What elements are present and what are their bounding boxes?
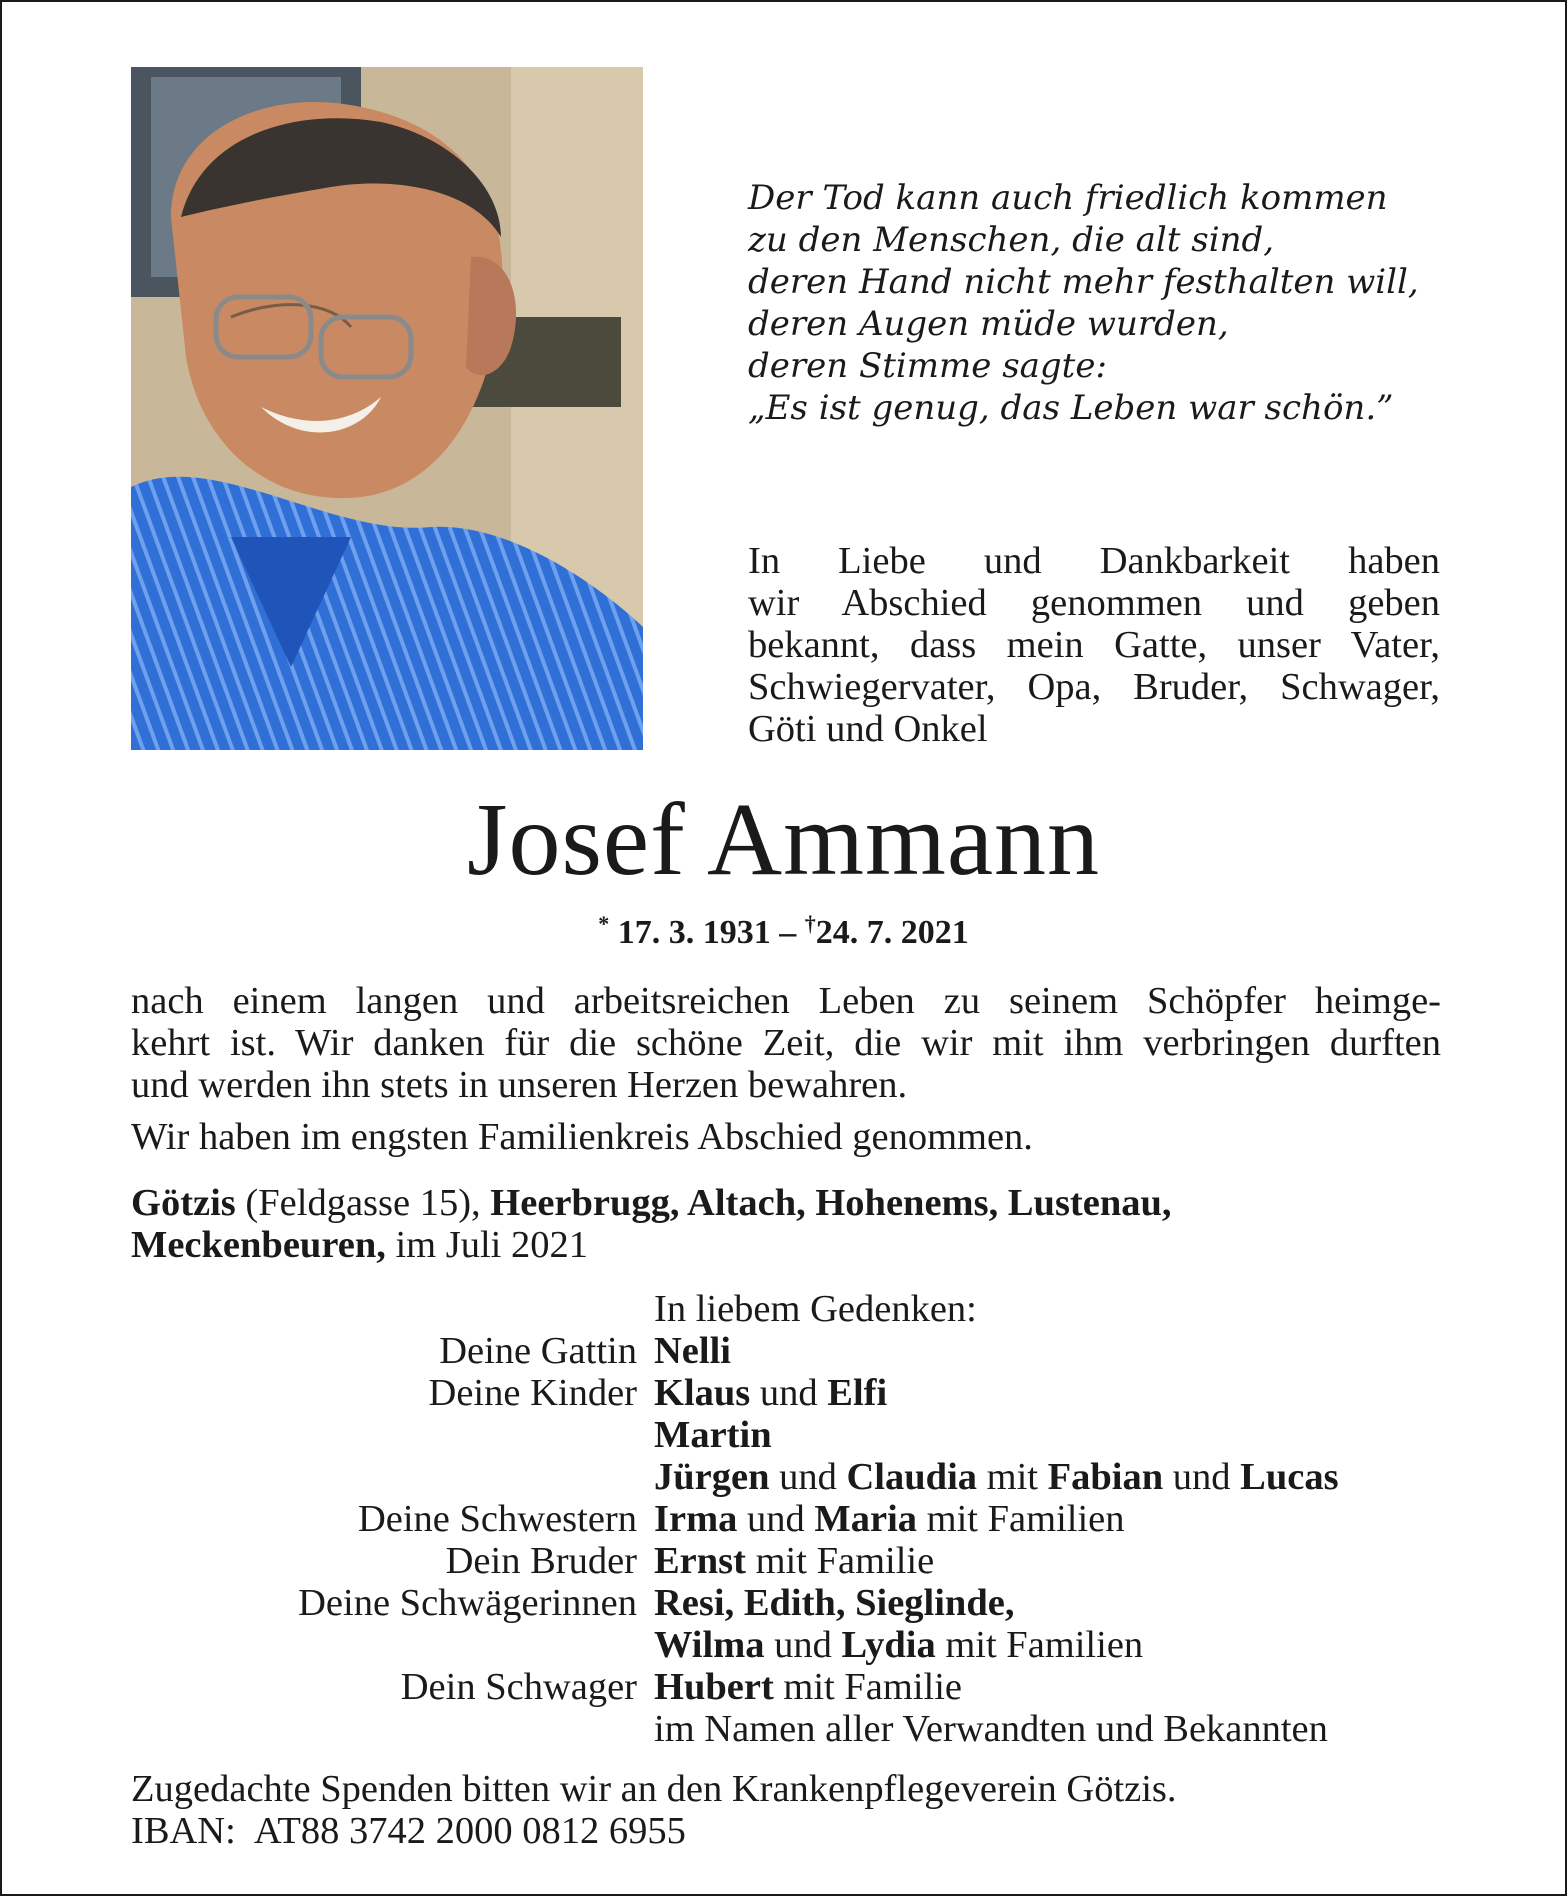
mourner-row [131, 1372, 1441, 1414]
places-line-2 [131, 1224, 1441, 1266]
mourner-names [654, 1540, 1441, 1582]
mourner-names [654, 1372, 1441, 1414]
death-symbol: † [804, 911, 816, 936]
mourner-name: Lucas [1240, 1456, 1339, 1498]
mourner-row [131, 1456, 1441, 1498]
iban-line [131, 1810, 1441, 1852]
town: Götzis [131, 1182, 236, 1224]
conjunction: mit [986, 1456, 1038, 1498]
farewell-note: Wir haben im engsten Familienkreis Abschied genommen. [131, 1116, 1033, 1158]
mourner-row [131, 1540, 1441, 1582]
mourner-names [654, 1498, 1441, 1540]
mourner-row [131, 1582, 1441, 1624]
poem-line: deren Hand nicht mehr festhalten will, [748, 262, 1419, 302]
mourner-name: Wilma [654, 1624, 765, 1666]
mourner-row [131, 1666, 1441, 1708]
birth-symbol: * [598, 911, 610, 936]
body-text [131, 980, 1441, 1158]
closing-line: im Namen aller Verwandten und Bekannten [654, 1708, 1328, 1750]
poem-line: deren Stimme sagte: [748, 346, 1107, 386]
conjunction: mit Familie [783, 1666, 962, 1708]
mourner-names [654, 1414, 1441, 1456]
intro-text [748, 540, 1440, 750]
mourner-row [131, 1330, 1441, 1372]
relation-label: Deine Gattin [439, 1330, 637, 1372]
mourner-name: Hubert [654, 1666, 774, 1708]
iban-label: IBAN: [131, 1810, 236, 1852]
portrait-photo [131, 67, 643, 750]
mourner-names [654, 1582, 1441, 1624]
mourner-row [131, 1708, 1441, 1750]
birth-date: 17. 3. 1931 [617, 914, 771, 951]
mourners-list [131, 1288, 1441, 1750]
iban-number: AT88 3742 2000 0812 6955 [253, 1810, 686, 1852]
conjunction: mit Familien [926, 1498, 1125, 1540]
poem-line: zu den Menschen, die alt sind, [748, 220, 1275, 260]
places-line-1 [131, 1182, 1441, 1224]
mourner-name: Claudia [846, 1456, 978, 1498]
donation-text: Zugedachte Spenden bitten wir an den Krankenpflegeverein Götzis. [131, 1768, 1177, 1810]
mourner-row [131, 1414, 1441, 1456]
portrait-illustration [131, 67, 643, 750]
mourner-names [654, 1624, 1441, 1666]
date-separator: – [779, 914, 797, 951]
donation-footer [131, 1768, 1441, 1852]
mourner-name: Klaus [654, 1372, 751, 1414]
mourner-name: Lydia [841, 1624, 936, 1666]
mourner-name: Irma [654, 1498, 738, 1540]
conjunction: und [779, 1456, 837, 1498]
intro-line: wir Abschied genommen und geben [748, 582, 1440, 624]
poem [748, 177, 1448, 429]
mourner-name: Ernst [654, 1540, 746, 1582]
mourner-name: Fabian [1047, 1456, 1164, 1498]
conjunction: und [1172, 1456, 1231, 1498]
mourner-name: Nelli [654, 1330, 731, 1372]
mourner-name: Maria [814, 1498, 918, 1540]
deceased-name: Josef Ammann [466, 782, 1101, 897]
poem-line: deren Augen müde wurden, [748, 304, 1229, 344]
intro-line: bekannt, dass mein Gatte, unser Vater, [748, 624, 1440, 666]
mourners-heading-row [131, 1288, 1441, 1330]
intro-line: In Liebe und Dankbarkeit haben [748, 540, 1440, 582]
life-dates [2, 904, 1565, 953]
conjunction: mit Familien [945, 1624, 1144, 1666]
relation-label: Dein Bruder [445, 1540, 637, 1582]
relation-label: Dein Schwager [400, 1666, 637, 1708]
town: Meckenbeuren, [131, 1224, 386, 1266]
conjunction: und [759, 1372, 818, 1414]
relation-label: Deine Schwestern [357, 1498, 637, 1540]
poem-line: Der Tod kann auch friedlich kommen [748, 178, 1388, 218]
mourner-names [654, 1456, 1441, 1498]
mourner-row [131, 1498, 1441, 1540]
intro-line: Göti und Onkel [748, 708, 988, 750]
mourner-name: Resi, Edith, Sieglinde, [654, 1582, 1015, 1624]
body-line: nach einem langen und arbeitsreichen Leben zu seinem Schöpfer heimge- [131, 980, 1441, 1022]
address: (Feldgasse 15), [245, 1182, 481, 1224]
mourner-name: Martin [654, 1414, 772, 1456]
conjunction: und [747, 1498, 805, 1540]
body-line: kehrt ist. Wir danken für die schöne Zeit, die wir mit ihm verbringen durften [131, 1022, 1441, 1064]
towns: Heerbrugg, Altach, Hohenems, Lustenau, [490, 1182, 1172, 1224]
mourner-name: Jürgen [654, 1456, 770, 1498]
date-text: im Juli 2021 [395, 1224, 589, 1266]
mourner-name: Elfi [827, 1372, 888, 1414]
mourner-names [654, 1666, 1441, 1708]
intro-line: Schwiegervater, Opa, Bruder, Schwager, [748, 666, 1440, 708]
death-date: 24. 7. 2021 [815, 914, 969, 951]
conjunction: mit Familie [755, 1540, 935, 1582]
places-and-date [131, 1182, 1441, 1266]
mourners-heading: In liebem Gedenken: [654, 1288, 977, 1330]
relation-label: Deine Kinder [428, 1372, 637, 1414]
relation-label: Deine Schwägerinnen [298, 1582, 637, 1624]
mourner-names [654, 1330, 1441, 1372]
mourner-row [131, 1624, 1441, 1666]
conjunction: und [774, 1624, 832, 1666]
poem-line: „Es ist genug, das Leben war schön.” [748, 388, 1394, 428]
body-line: und werden ihn stets in unseren Herzen bewahren. [131, 1064, 908, 1106]
